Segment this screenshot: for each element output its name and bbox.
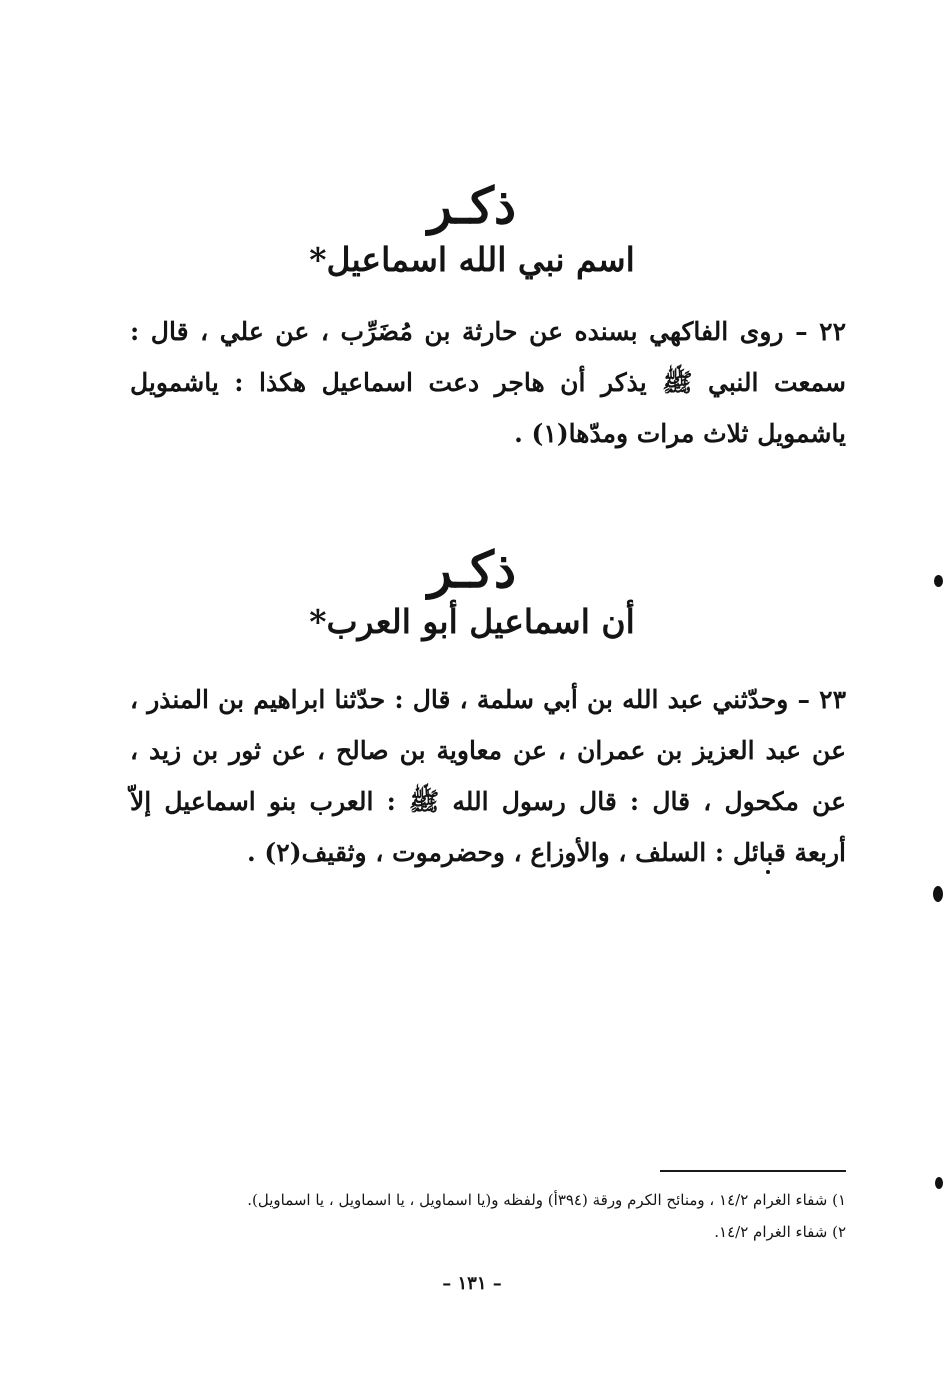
footnote-separator [660,1170,846,1172]
footnote-1: ١) شفاء الغرام ١٤/٢ ، ومنائح الكرم ورقة (٣٩٤أ) ولفظه و(يا اسماويل ، يا اسماويل ، يا اسماويل). [247,1191,846,1209]
scan-speck [934,575,943,587]
section-2-title: أن اسماعيل أبو العرب* [309,602,635,641]
scan-speck [935,1177,943,1189]
section-1-paragraph: ٢٢ – روى الفاكهي بسنده عن حارثة بن مُضَرِّب ، عن علي ، قال : سمعت النبي ﷺ يذكر أن هاجر دعت اسماعيل هكذا : ياشمويل ياشمويل ثلاث مرات ومدّها(١) . [130,317,846,448]
page-number: – ١٣١ – [442,1273,502,1294]
scan-speck [766,870,770,874]
section-2-paragraph: ٢٣ – وحدّثني عبد الله بن أبي سلمة ، قال : حدّثنا ابراهيم بن المنذر ، عن عبد العزيز بن عمران ، عن معاوية بن صالح ، عن ثور بن زيد ، عن مكحول ، قال : قال رسول الله ﷺ : العرب بنو اسماعيل إلاّ أربعة قبائل : السلف ، والأوزاع ، وحضرموت ، وثقيف(٢) . [130,685,846,867]
section-1-title: اسم نبي الله اسماعيل* [309,240,635,279]
footnote-2: ٢) شفاء الغرام ١٤/٢. [714,1223,846,1241]
section-2-heading-word: ذكـر [427,540,517,599]
scan-speck [933,886,943,902]
section-1-heading-word: ذكـر [427,176,517,235]
